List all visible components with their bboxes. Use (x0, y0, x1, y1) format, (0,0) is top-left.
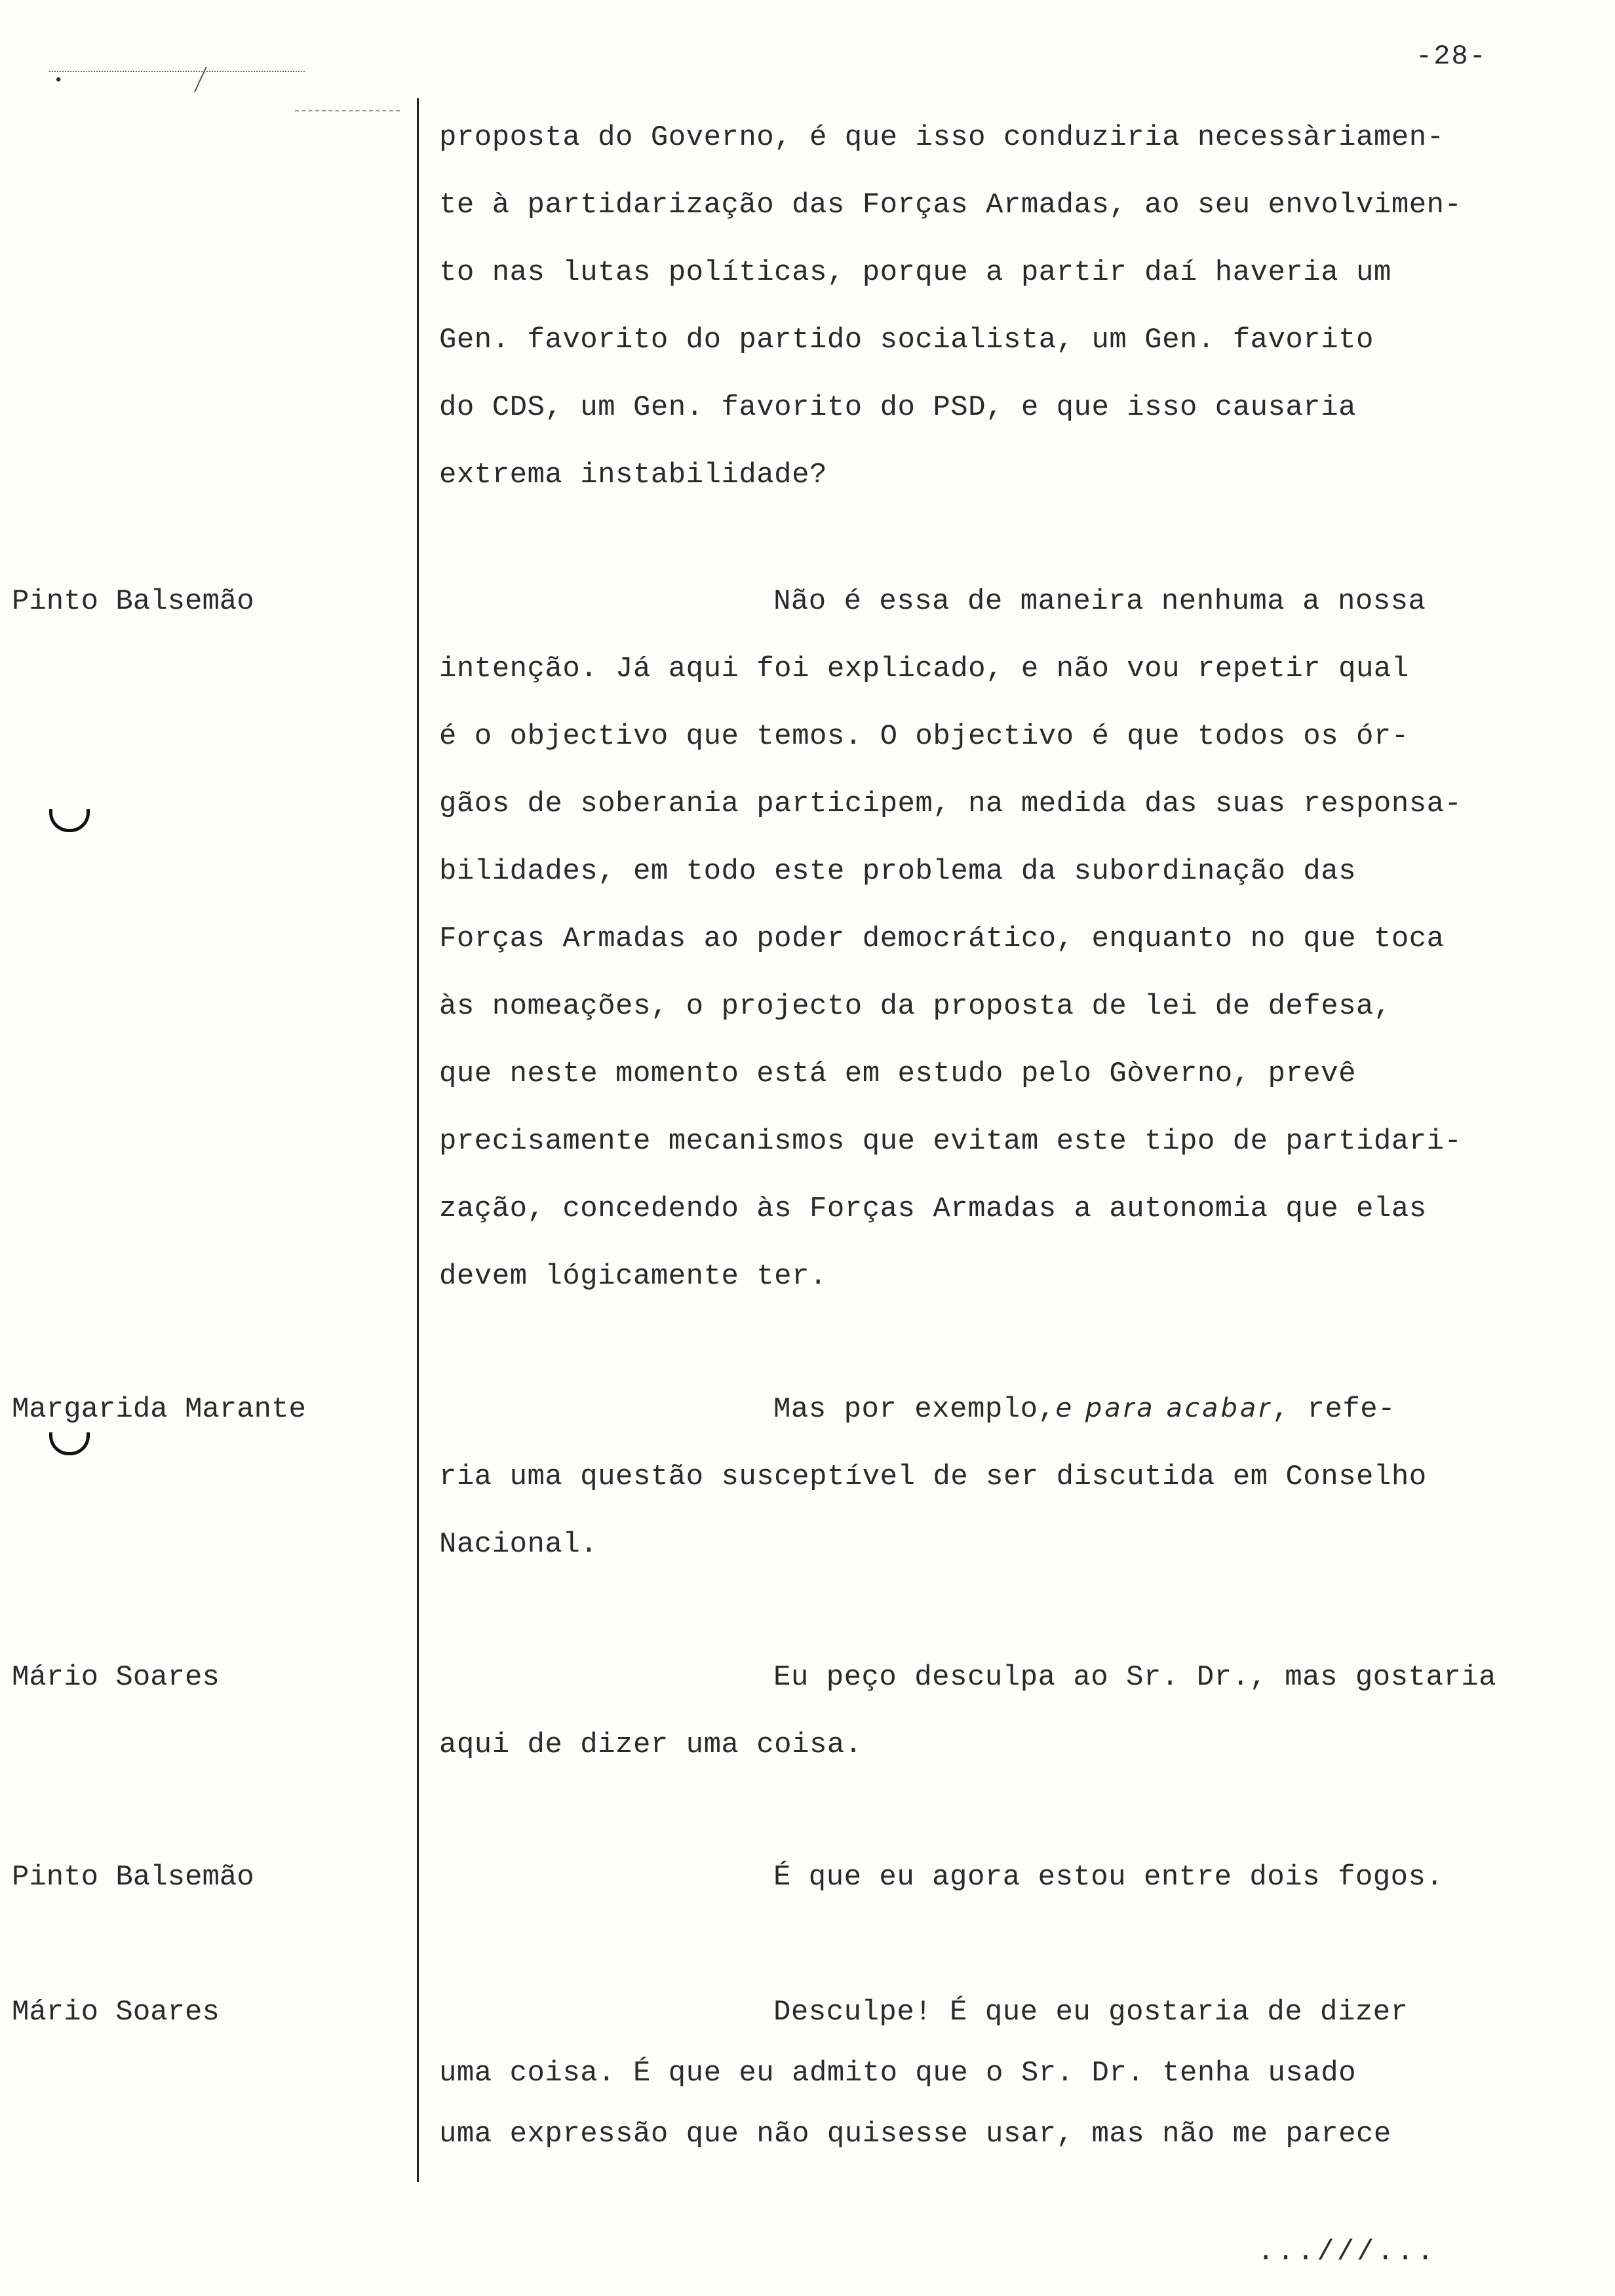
text-line: uma coisa. É que eu admito que o Sr. Dr. tenha usado (439, 2057, 1357, 2090)
handwritten-check-mark-icon (49, 809, 90, 832)
text-line: Eu peço desculpa ao Sr. Dr., mas gostaria (773, 1661, 1497, 1694)
text-line: que neste momento está em estudo pelo Gòverno, prevê (439, 1058, 1357, 1090)
text-line: Forças Armadas ao poder democrático, enquanto no que toca (439, 923, 1445, 955)
text-line: proposta do Governo, é que isso conduziria necessàriamen- (439, 121, 1445, 154)
text-line: Não é essa de maneira nenhuma a nossa (773, 585, 1426, 618)
text-line: às nomeações, o projecto da proposta de lei de defesa, (439, 990, 1391, 1023)
text-segment: Mas por exemplo, (773, 1393, 1056, 1426)
handwritten-check-mark-icon (49, 1432, 90, 1455)
handwritten-insertion: e para acabar (1055, 1393, 1272, 1423)
speaker-label: Mário Soares (12, 1996, 220, 2029)
text-line: zação, concedendo às Forças Armadas a autonomia que elas (439, 1193, 1427, 1225)
text-line: ria uma questão susceptível de ser discutida em Conselho (439, 1461, 1427, 1493)
bullet-mark-icon: • (54, 72, 64, 90)
speaker-label: Pinto Balsemão (12, 585, 254, 618)
text-line: uma expressão que não quisesse usar, mas não me parece (439, 2118, 1391, 2151)
text-segment: , refe- (1272, 1393, 1396, 1426)
text-line: to nas lutas políticas, porque a partir daí haveria um (439, 256, 1391, 289)
text-line: te à partidarização das Forças Armadas, ao seu envolvimen- (439, 189, 1462, 221)
page-number: -28- (1416, 41, 1487, 72)
text-line: precisamente mecanismos que evitam este tipo de partidari- (439, 1125, 1462, 1158)
speaker-label: Mário Soares (12, 1661, 220, 1694)
blank-signature-line (49, 71, 305, 72)
text-line: do CDS, um Gen. favorito do PSD, e que isso causaria (439, 391, 1357, 424)
text-line: é o objectivo que temos. O objectivo é que todos os ór- (439, 720, 1409, 753)
top-dash-rule (295, 110, 400, 111)
speaker-label: Margarida Marante (12, 1393, 306, 1426)
speaker-column-divider (417, 98, 419, 2182)
text-line: Desculpe! É que eu gostaria de dizer (773, 1996, 1409, 2029)
speaker-label: Pinto Balsemão (12, 1861, 254, 1894)
continuation-marker: ...///... (1257, 2236, 1437, 2268)
text-line: Nacional. (439, 1528, 598, 1561)
text-line: É que eu agora estou entre dois fogos. (773, 1861, 1444, 1894)
text-line: aqui de dizer uma coisa. (439, 1729, 863, 1761)
text-line: bilidades, em todo este problema da subordinação das (439, 855, 1357, 888)
text-line: extrema instabilidade? (439, 459, 827, 491)
text-line: Gen. favorito do partido socialista, um Gen. favorito (439, 324, 1374, 356)
text-line: devem lógicamente ter. (439, 1260, 827, 1293)
text-line: gãos de soberania participem, na medida das suas responsa- (439, 788, 1462, 820)
text-line: intenção. Já aqui foi explicado, e não vou repetir qual (439, 653, 1409, 685)
text-line (773, 1393, 1395, 1426)
